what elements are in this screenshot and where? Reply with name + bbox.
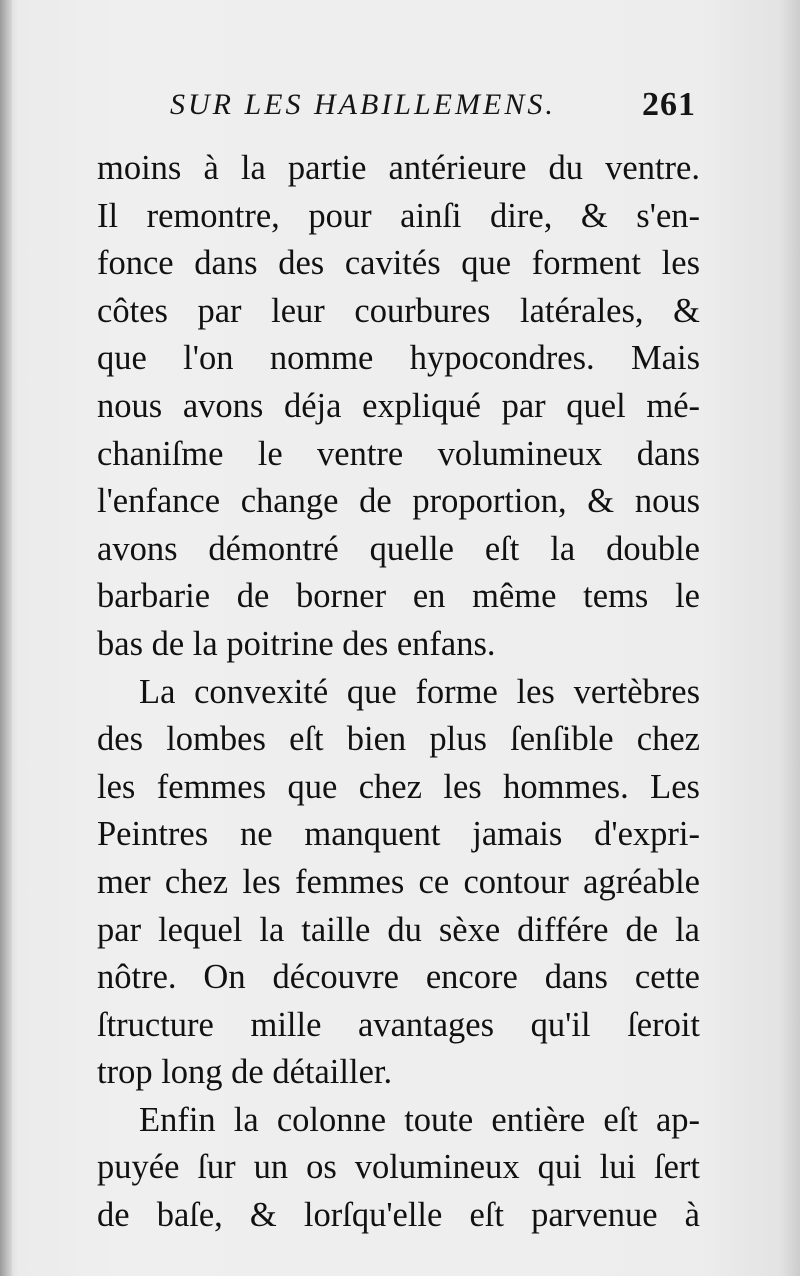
running-title: SUR LES HABILLEMENS. — [170, 88, 556, 121]
text-line: l'enfance change de proportion, & nous — [97, 482, 700, 521]
text-line: Il remontre, pour ainſi dire, & s'en- — [97, 196, 700, 235]
text-line: que l'on nomme hypocondres. Mais — [97, 339, 700, 378]
text-line: les femmes que chez les hommes. Les — [97, 767, 700, 806]
text-line: La convexité que forme les vertèbres — [139, 672, 700, 711]
text-line: des lombes eſt bien plus ſenſible chez — [97, 720, 700, 759]
text-line: Enfin la colonne toute entière eſt ap- — [139, 1100, 700, 1139]
text-line: barbarie de borner en même tems le — [97, 577, 700, 616]
text-line: ſtructure mille avantages qu'il ſeroit — [97, 1005, 700, 1044]
text-line: Peintres ne manquent jamais d'expri- — [97, 815, 700, 854]
text-line: de baſe, & lorſqu'elle eſt parvenue à — [97, 1196, 700, 1235]
text-line: chaniſme le ventre volumineux dans — [97, 434, 700, 473]
text-line: mer chez les femmes ce contour agréable — [97, 862, 700, 901]
text-line: nous avons déja expliqué par quel mé- — [97, 386, 700, 425]
text-line: moins à la partie antérieure du ventre. — [97, 149, 700, 187]
text-line: bas de la poitrine des enfans. — [97, 624, 496, 663]
text-line: avons démontré quelle eſt la double — [97, 529, 700, 568]
text-line: trop long de détailler. — [97, 1053, 393, 1092]
page-binding-edge — [0, 0, 12, 1276]
text-line: côtes par leur courbures latérales, & — [97, 291, 700, 330]
page-number: 261 — [642, 86, 696, 123]
body-text — [97, 145, 700, 1240]
text-line: par lequel la taille du sèxe différe de la — [97, 910, 700, 949]
text-line: fonce dans des cavités que forment les — [97, 244, 700, 283]
page-header — [170, 88, 700, 128]
text-line: puyée ſur un os volumineux qui lui ſert — [97, 1148, 700, 1187]
text-line: nôtre. On découvre encore dans cette — [97, 958, 700, 997]
